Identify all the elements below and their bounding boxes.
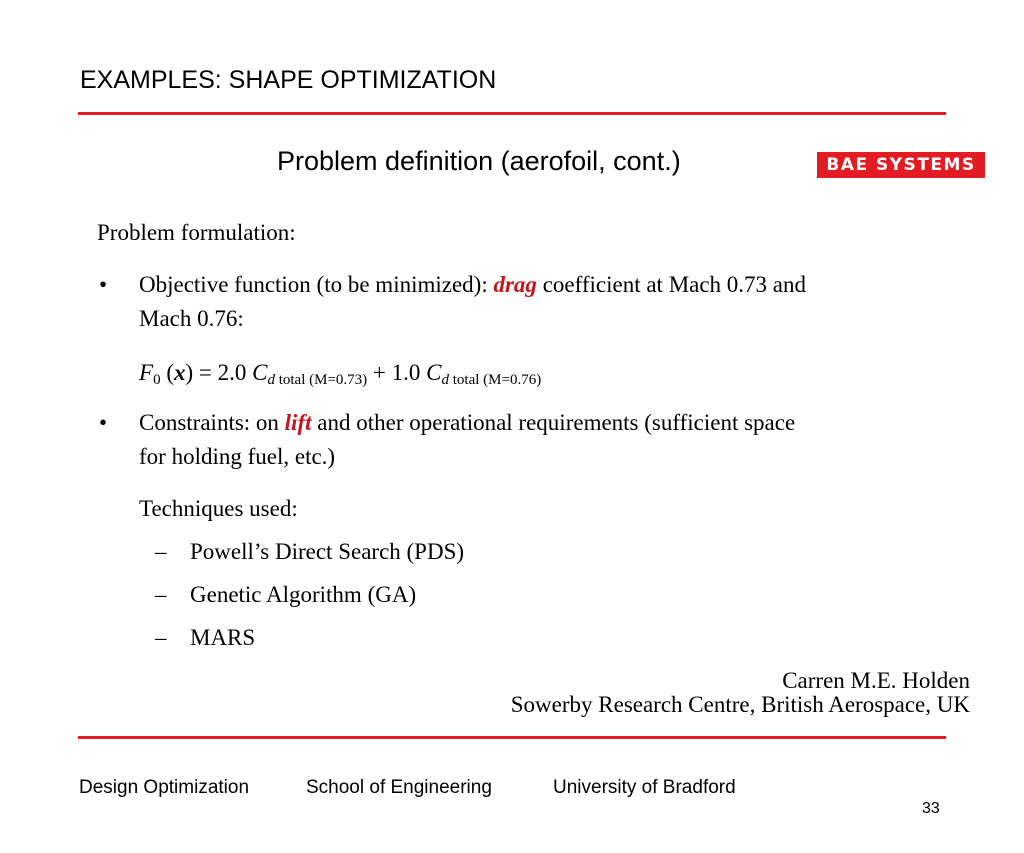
formula-x: x	[173, 360, 186, 385]
techniques-heading: Techniques used:	[139, 496, 298, 521]
formula-lparen: (	[160, 360, 174, 385]
technique-item-mars: MARS	[190, 625, 256, 650]
technique-item-pds: Powell’s Direct Search (PDS)	[190, 539, 465, 564]
keyword-drag: drag	[493, 272, 537, 297]
header-divider	[78, 112, 946, 115]
footer-university: University of Bradford	[553, 777, 736, 798]
bullet-marker: •	[99, 410, 108, 435]
objective-formula	[139, 360, 541, 389]
footer-school: School of Engineering	[306, 777, 492, 798]
formula-c2-note: total (M=0.76)	[449, 372, 542, 388]
formula-c2: C	[426, 360, 442, 385]
formula-c1-sub: d	[267, 372, 275, 388]
formula-c2-sub: d	[441, 372, 449, 388]
dash-marker: –	[155, 625, 167, 650]
bae-systems-logo: BAE SYSTEMS	[817, 152, 985, 178]
objective-text-cont: coefficient at Mach 0.73 and	[536, 272, 807, 297]
formula-plus: + 1.0	[367, 360, 427, 385]
objective-line-2: Mach 0.76:	[139, 306, 244, 331]
dash-marker: –	[155, 539, 167, 564]
formula-f-sub: 0	[153, 372, 161, 388]
technique-item-ga: Genetic Algorithm (GA)	[190, 582, 417, 607]
footer-divider	[78, 736, 946, 739]
keyword-lift: lift	[284, 410, 312, 435]
constraints-line-1	[139, 410, 795, 436]
credit-affiliation: Sowerby Research Centre, British Aerospace, UK	[510, 692, 970, 717]
formulation-heading: Problem formulation:	[97, 220, 296, 245]
constraints-text-cont: and other operational requirements (sufficient space	[311, 410, 796, 435]
page-number: 33	[922, 800, 940, 817]
bullet-marker: •	[99, 272, 108, 297]
dash-marker: –	[155, 582, 167, 607]
credit-name: Carren M.E. Holden	[782, 668, 970, 693]
formula-c1-note: total (M=0.73)	[274, 372, 368, 388]
formula-f: F	[139, 360, 154, 385]
formula-eq: ) = 2.0	[185, 360, 253, 385]
slide-title: Problem definition (aerofoil, cont.)	[277, 146, 681, 176]
footer-course: Design Optimization	[79, 777, 250, 798]
constraints-text: Constraints: on	[139, 410, 285, 435]
objective-line-1	[139, 272, 806, 298]
header-title: EXAMPLES: SHAPE OPTIMIZATION	[80, 66, 497, 94]
constraints-line-2: for holding fuel, etc.)	[139, 444, 336, 469]
objective-text: Objective function (to be minimized):	[139, 272, 494, 297]
formula-c1: C	[252, 360, 268, 385]
